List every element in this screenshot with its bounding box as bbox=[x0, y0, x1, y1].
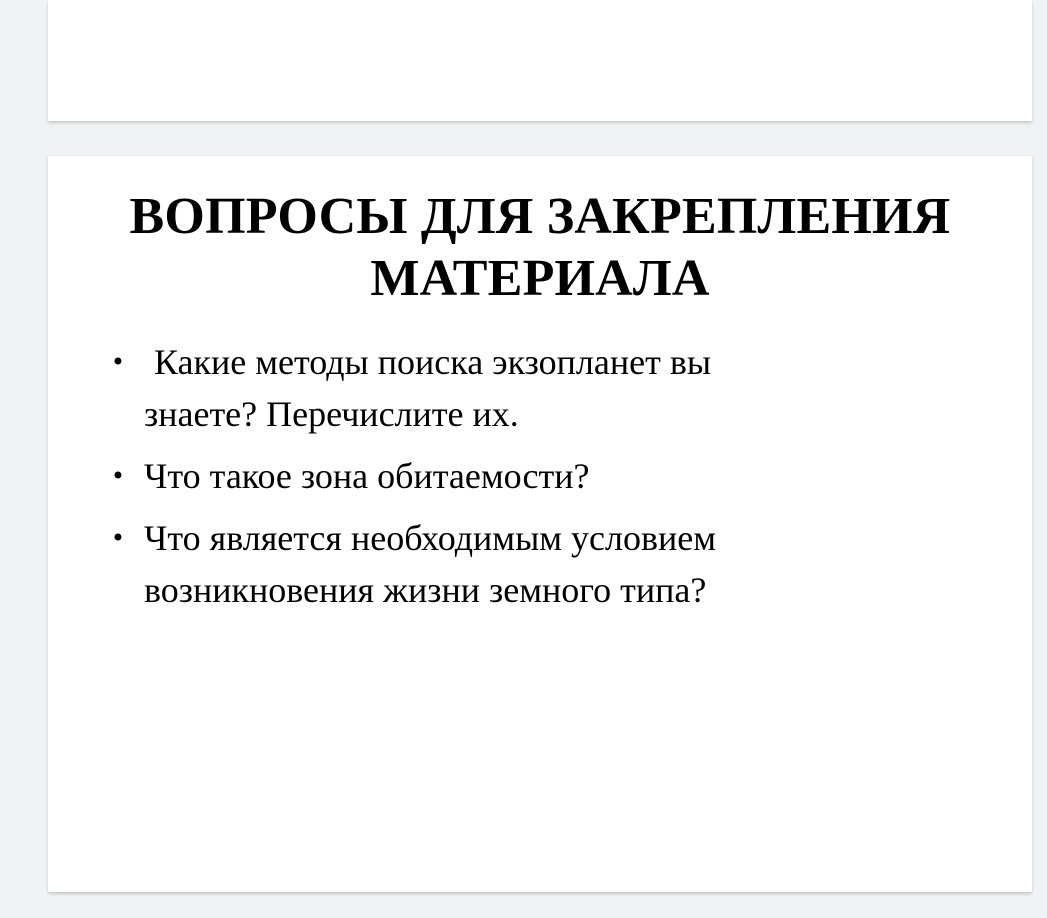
bullet-icon: • bbox=[110, 348, 126, 376]
bullet-text-line-1: Что такое зона обитаемости? bbox=[144, 456, 590, 496]
bullet-text-line-2: знаете? Перечислите их. bbox=[144, 394, 519, 434]
list-item bbox=[108, 336, 988, 440]
slide-title-line-1: ВОПРОСЫ ДЛЯ ЗАКРЕПЛЕНИЯ bbox=[129, 188, 951, 245]
bullet-text-line-1: Какие методы поиска экзопланет вы bbox=[154, 342, 712, 382]
question-list bbox=[108, 336, 988, 626]
current-slide[interactable] bbox=[48, 156, 1032, 892]
list-item bbox=[108, 512, 988, 616]
bullet-icon: • bbox=[110, 524, 126, 552]
bullet-text-line-1: Что является необходимым условием bbox=[144, 518, 717, 558]
slide-title-line-2: МАТЕРИАЛА bbox=[370, 250, 710, 307]
previous-slide[interactable] bbox=[48, 0, 1032, 121]
list-item bbox=[108, 450, 988, 502]
bullet-icon: • bbox=[110, 462, 126, 490]
slide-title bbox=[48, 186, 1032, 310]
bullet-text-line-2: возникновения жизни земного типа? bbox=[144, 570, 707, 610]
